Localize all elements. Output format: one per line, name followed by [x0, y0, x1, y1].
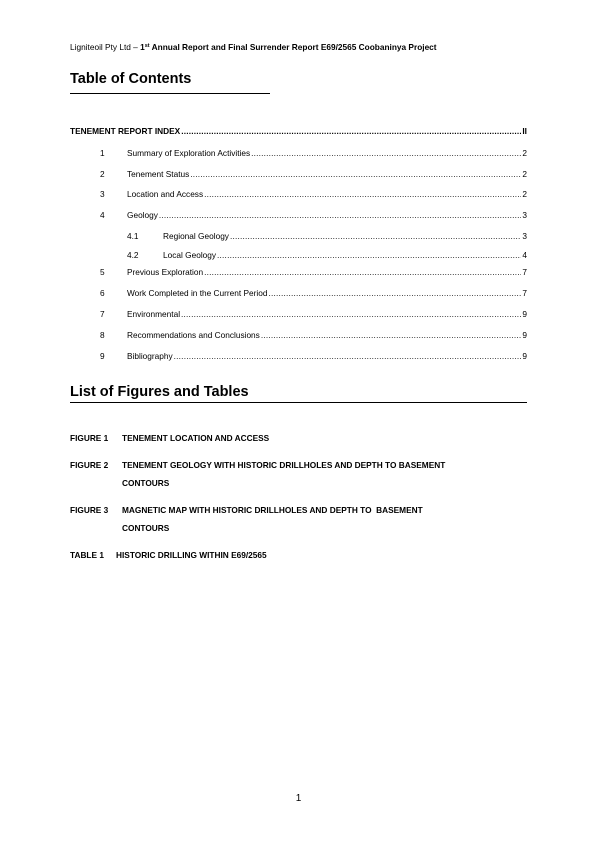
table-entry-text: HISTORIC DRILLING WITHIN E69/2565: [116, 550, 267, 560]
figure-entry-text: TENEMENT LOCATION AND ACCESS: [122, 433, 270, 443]
toc-entry-label: Previous Exploration: [127, 267, 204, 277]
toc-entry-label: Regional Geology: [163, 231, 229, 241]
figure-entry-1[interactable]: [70, 433, 269, 443]
toc-title: Table of Contents: [70, 71, 192, 87]
figure-entry-3[interactable]: [70, 505, 423, 515]
figure-entry-prefix: FIGURE 1: [70, 433, 109, 443]
toc-leader-dots: [251, 147, 521, 158]
figure-entry-prefix: FIGURE 2: [70, 460, 109, 470]
toc-entry-7[interactable]: [100, 307, 527, 319]
toc-entry-1[interactable]: [100, 146, 527, 158]
figures-title-underline: [70, 402, 527, 403]
toc-entry-num: 4.2: [127, 250, 139, 260]
figure-entry-text: TENEMENT GEOLOGY WITH HISTORIC DRILLHOLES AND DEPTH TO BASEMENT: [122, 460, 446, 470]
toc-entry-num: 4: [100, 210, 105, 220]
toc-entry-num: 9: [100, 351, 105, 361]
figures-title: List of Figures and Tables: [70, 384, 249, 400]
toc-entry-num: 4.1: [127, 231, 139, 241]
toc-leader-dots: [261, 329, 522, 340]
toc-leader-dots: [230, 230, 521, 241]
toc-leader-dots: [269, 287, 522, 298]
toc-leader-dots: [174, 350, 522, 361]
toc-entry-label: Bibliography: [127, 351, 173, 361]
toc-entry-page: 3: [522, 210, 527, 220]
toc-leader-dots: [181, 308, 521, 319]
toc-entry-label: Location and Access: [127, 189, 204, 199]
toc-main-entry[interactable]: [70, 124, 527, 136]
toc-entry-page: 9: [522, 309, 527, 319]
toc-entry-page: 9: [522, 330, 527, 340]
toc-entry-3[interactable]: [100, 187, 527, 199]
toc-leader-dots: [181, 125, 521, 136]
toc-entry-num: 3: [100, 189, 105, 199]
toc-entry-5[interactable]: [100, 265, 527, 277]
toc-entry-9[interactable]: [100, 349, 527, 361]
header-company: Ligniteoil Pty Ltd –: [70, 42, 138, 52]
table-entry-1[interactable]: [70, 550, 267, 560]
toc-entry-2[interactable]: [100, 167, 527, 179]
toc-entry-num: 2: [100, 169, 105, 179]
toc-leader-dots: [204, 188, 521, 199]
toc-entry-label: Recommendations and Conclusions: [127, 330, 260, 340]
table-entry-prefix: TABLE 1: [70, 550, 104, 560]
toc-leader-dots: [159, 209, 521, 220]
header-ordinal-suffix: st: [144, 43, 150, 49]
toc-leader-dots: [190, 168, 521, 179]
toc-entry-page: 4: [522, 250, 527, 260]
toc-entry-num: 8: [100, 330, 105, 340]
running-header: [70, 42, 437, 52]
toc-entry-label: Work Completed in the Current Period: [127, 288, 268, 298]
toc-entry-num: 5: [100, 267, 105, 277]
header-ordinal: 1: [140, 42, 145, 52]
toc-entry-label: Environmental: [127, 309, 181, 319]
figure-entry-prefix: FIGURE 3: [70, 505, 109, 515]
toc-entry-6[interactable]: [100, 286, 527, 298]
toc-entry-label: Tenement Status: [127, 169, 190, 179]
toc-entry-num: 1: [100, 148, 105, 158]
toc-entry-page: 2: [522, 148, 527, 158]
toc-entry-label: Summary of Exploration Activities: [127, 148, 251, 158]
toc-entry-num: 6: [100, 288, 105, 298]
toc-entry-4-2[interactable]: [127, 248, 527, 260]
figure-entry-2-continuation: CONTOURS: [122, 478, 170, 488]
toc-leader-dots: [204, 266, 521, 277]
figure-entry-2[interactable]: [70, 460, 445, 470]
toc-entry-4-1[interactable]: [127, 229, 527, 241]
page-number: 1: [295, 793, 302, 804]
header-title: Annual Report and Final Surrender Report E69/2565 Coobaninya Project: [151, 42, 437, 52]
figure-entry-3-continuation: CONTOURS: [122, 523, 170, 533]
toc-entry-page: 9: [522, 351, 527, 361]
toc-leader-dots: [217, 249, 521, 260]
toc-entry-label: Geology: [127, 210, 158, 220]
toc-entry-page: 7: [522, 288, 527, 298]
toc-main-label: TENEMENT REPORT INDEX: [70, 126, 181, 136]
toc-entry-page: 2: [522, 169, 527, 179]
toc-entry-4[interactable]: [100, 208, 527, 220]
toc-title-underline: [70, 93, 270, 94]
toc-entry-page: 7: [522, 267, 527, 277]
toc-entry-num: 7: [100, 309, 105, 319]
toc-entry-page: 3: [522, 231, 527, 241]
toc-entry-label: Local Geology: [163, 250, 217, 260]
header-title-block: [140, 42, 436, 52]
toc-entry-8[interactable]: [100, 328, 527, 340]
toc-main-page: II: [522, 126, 527, 136]
toc-entry-page: 2: [522, 189, 527, 199]
figure-entry-text: MAGNETIC MAP WITH HISTORIC DRILLHOLES AND DEPTH TO BASEMENT: [122, 505, 423, 515]
